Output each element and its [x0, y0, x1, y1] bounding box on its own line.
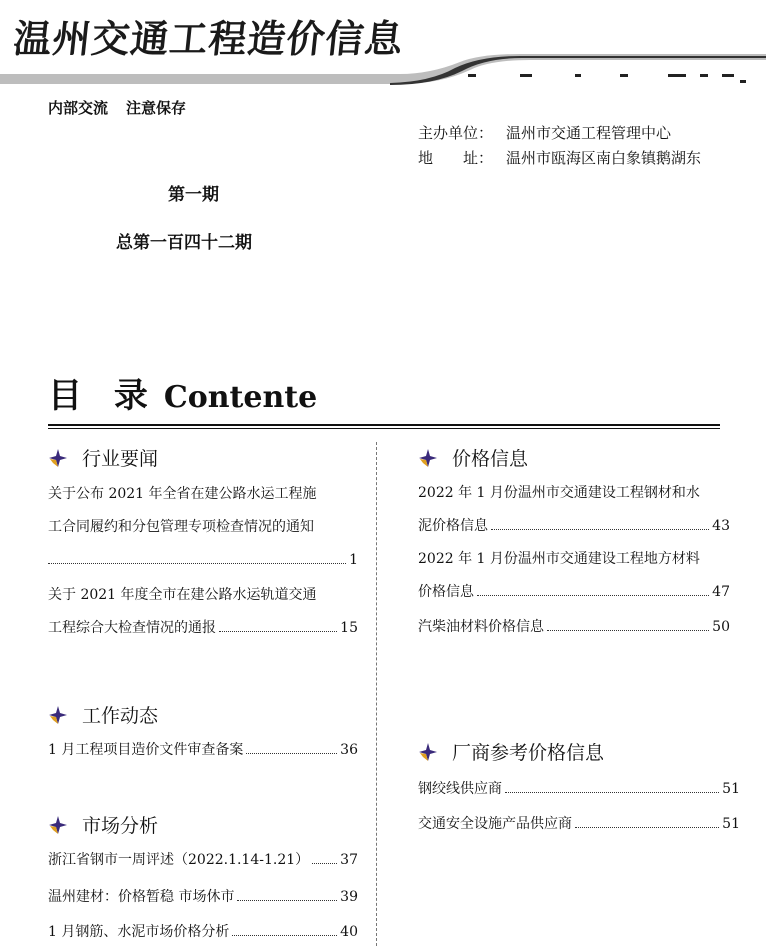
- toc-entry-text: 工合同履约和分包管理专项检查情况的通知: [48, 519, 314, 535]
- column-divider: [376, 442, 377, 946]
- masthead-title: 温州交通工程造价信息: [11, 17, 406, 61]
- leader-dots: [232, 935, 337, 936]
- toc-entry-page: 1: [349, 552, 358, 568]
- leader-dots: [477, 595, 709, 596]
- section-title-price: [418, 444, 528, 471]
- toc-entry-text: 1 月钢筋、水泥市场价格分析: [48, 924, 230, 940]
- toc-heading: [48, 368, 317, 417]
- sponsor-addr-value: 温州市瓯海区南白象镇鹅湖东: [506, 149, 702, 167]
- section-title-label: 工作动态: [82, 705, 159, 727]
- section-bullet-icon: [418, 742, 438, 762]
- masthead-swoosh: [0, 52, 766, 86]
- toc-entry-page: 37: [340, 852, 358, 868]
- toc-entry[interactable]: [48, 484, 358, 570]
- toc-heading-en: Contente: [163, 380, 318, 415]
- toc-entry-page: 36: [340, 742, 358, 758]
- sponsor-info: [418, 121, 701, 171]
- leader-dots: [237, 900, 337, 901]
- leader-dots: [505, 792, 719, 793]
- toc-entry[interactable]: [48, 922, 358, 942]
- toc-entry-text: 1 月工程项目造价文件审查备案: [48, 742, 244, 758]
- toc-entry-page: 51: [722, 781, 740, 797]
- section-bullet-icon: [48, 448, 68, 468]
- sponsor-addr-label: 地 址：: [418, 149, 494, 167]
- toc-entry-text: 交通安全设施产品供应商: [418, 816, 572, 832]
- section-title-work: [48, 701, 158, 728]
- section-title-industry: [48, 444, 158, 471]
- toc-entry-text: 关于 2021 年度全市在建公路水运轨道交通: [48, 587, 317, 603]
- issue-number: 第一期: [168, 185, 219, 205]
- leader-dots: [491, 529, 709, 530]
- sponsor-org-label: 主办单位：: [418, 124, 494, 142]
- toc-entry[interactable]: [418, 483, 730, 536]
- toc-entry-text: 2022 年 1 月份温州市交通建设工程钢材和水: [418, 485, 700, 501]
- notice: [48, 97, 186, 118]
- leader-dots: [219, 631, 337, 632]
- toc-rule-thin: [48, 428, 720, 429]
- toc-entry-text: 价格信息: [418, 584, 474, 600]
- toc-entry[interactable]: [48, 850, 358, 870]
- sponsor-org-value: 温州市交通工程管理中心: [506, 124, 672, 142]
- toc-entry[interactable]: [418, 617, 730, 637]
- toc-entry-text: 温州建材：价格暂稳 市场休市: [48, 889, 235, 905]
- section-title-market: [48, 811, 158, 838]
- toc-entry-page: 51: [722, 816, 740, 832]
- toc-entry-page: 50: [712, 619, 730, 635]
- leader-dots: [547, 630, 709, 631]
- toc-entry-text: 关于公布 2021 年全省在建公路水运工程施: [48, 486, 317, 502]
- toc-entry-page: 15: [340, 620, 358, 636]
- toc-entry[interactable]: [48, 740, 358, 760]
- toc-entry[interactable]: [418, 814, 740, 834]
- toc-entry[interactable]: [418, 549, 730, 602]
- toc-entry-text: 工程综合大检查情况的通报: [48, 620, 216, 636]
- toc-entry-text: 钢绞线供应商: [418, 781, 502, 797]
- toc-entry-text: 泥价格信息: [418, 518, 488, 534]
- toc-rule: [48, 424, 720, 426]
- section-bullet-icon: [48, 815, 68, 835]
- leader-dots: [312, 863, 337, 864]
- section-bullet-icon: [418, 448, 438, 468]
- leader-dots: [48, 563, 346, 564]
- toc-heading-cn: 目 录: [48, 376, 158, 416]
- issue-total: 总第一百四十二期: [116, 233, 252, 253]
- toc-entry[interactable]: [48, 585, 358, 638]
- toc-entry[interactable]: [418, 779, 740, 799]
- section-title-label: 厂商参考价格信息: [452, 742, 605, 764]
- section-title-label: 市场分析: [82, 815, 159, 837]
- leader-dots: [246, 753, 337, 754]
- notice-keep: 注意保存: [126, 99, 187, 117]
- toc-entry-text: 汽柴油材料价格信息: [418, 619, 544, 635]
- notice-internal: 内部交流: [48, 99, 109, 117]
- toc-entry-page: 39: [340, 889, 358, 905]
- leader-dots: [575, 827, 719, 828]
- toc-entry-page: 43: [712, 518, 730, 534]
- toc-entry[interactable]: [48, 887, 358, 907]
- section-bullet-icon: [48, 705, 68, 725]
- section-title-label: 行业要闻: [82, 448, 159, 470]
- toc-entry-page: 40: [340, 924, 358, 940]
- section-title-label: 价格信息: [452, 448, 529, 470]
- toc-entry-page: 47: [712, 584, 730, 600]
- toc-entry-text: 2022 年 1 月份温州市交通建设工程地方材料: [418, 551, 700, 567]
- section-title-vendor: [418, 738, 604, 765]
- toc-entry-text: 浙江省钢市一周评述（2022.1.14-1.21）: [48, 852, 310, 868]
